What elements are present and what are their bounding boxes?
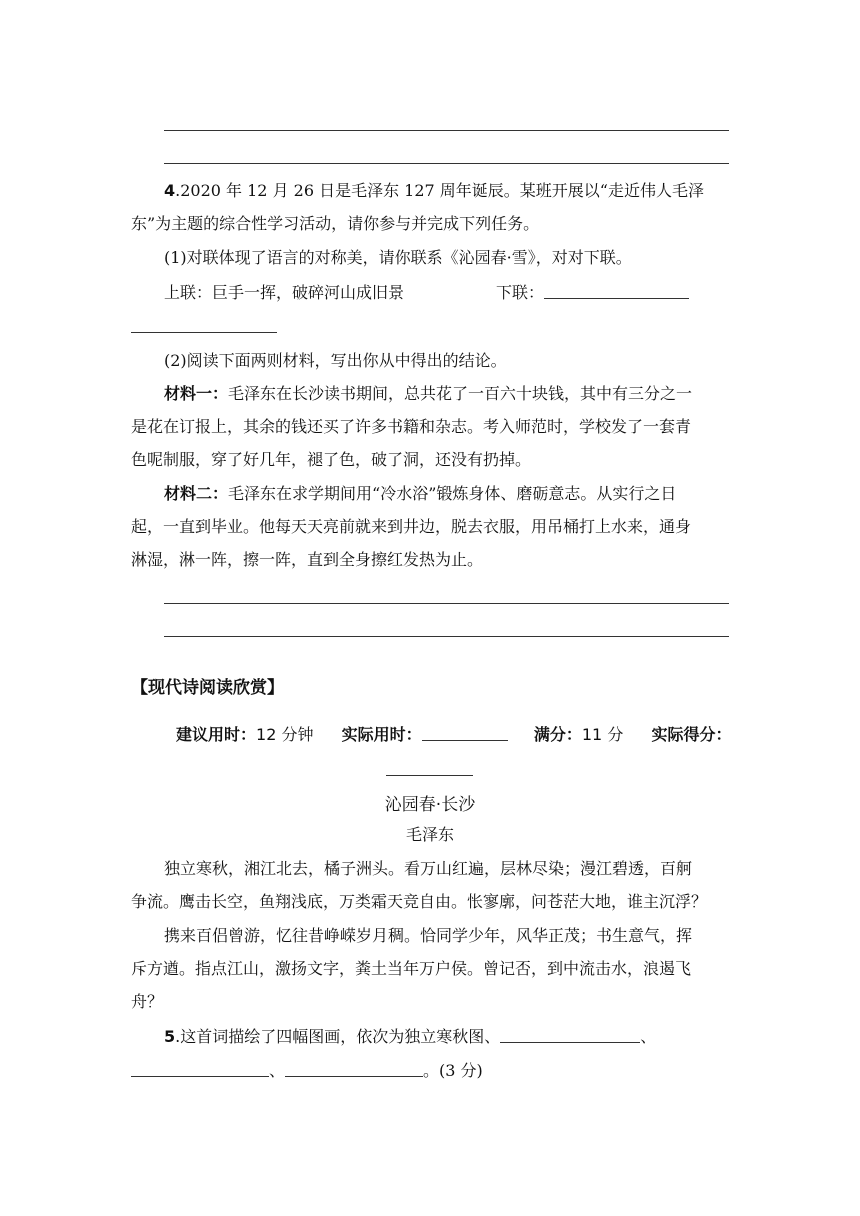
material2-line3: 淋湿，淋一阵，擦一阵，直到全身擦红发热为止。 [131,550,484,569]
material1-line3: 色呢制服，穿了好几年，褪了色，破了洞，还没有扔掉。 [131,450,532,469]
q5-line1 [164,1024,656,1047]
answer-line [164,130,729,131]
answer-line[interactable] [164,636,729,637]
full-score-label: 满分： [533,725,582,744]
q5-sep: 、 [640,1027,657,1046]
material1-line2: 是花在订报上，其余的钱还买了许多书籍和杂志。考入师范时，学校发了一套青 [131,417,692,436]
q5-stem: .这首词描绘了四幅图画，依次为独立寒秋图、 [175,1027,501,1046]
poem-stanza2-line3: 舟？ [131,992,164,1011]
suggested-time: 12 分钟 [256,725,314,744]
actual-score-label: 实际得分： [651,725,732,744]
q5-sep: 、 [269,1061,286,1080]
q4-couplet-upper: 上联：巨手一挥，破碎河山成旧景 [164,283,405,302]
material1-label: 材料一： [164,384,229,403]
q4-stem-line1 [164,178,704,201]
poem-author: 毛泽东 [405,825,454,844]
q4-number: 4 [164,181,176,200]
couplet-lower-label: 下联： [496,283,545,302]
actual-time-blank[interactable] [422,739,508,741]
q4-sub2: (2)阅读下面两则材料，写出你从中得出的结论。 [164,351,507,370]
material2-line2: 起，一直到毕业。他每天天亮前就来到井边，脱去衣服，用吊桶打上水来，通身 [131,517,692,536]
q5-line2 [131,1058,483,1081]
q4-stem-line2: 东”为主题的综合性学习活动，请你参与并完成下列任务。 [131,214,540,233]
material2-line1 [164,481,676,504]
q5-blank-1[interactable] [500,1041,640,1043]
actual-time-label: 实际用时： [341,725,422,744]
q5-blank-2[interactable] [131,1075,269,1077]
poem-title: 沁园春·长沙 [384,795,476,815]
suggested-time-label: 建议用时： [176,725,257,744]
couplet-answer-blank[interactable] [544,297,689,299]
poem-stanza2-line1: 携来百侣曾游，忆往昔峥嵘岁月稠。恰同学少年，风华正茂；书生意气，挥 [164,926,693,945]
material2-label: 材料二： [164,484,229,503]
actual-score-blank[interactable] [386,775,473,776]
material1-line1 [164,381,692,404]
q5-number: 5 [164,1027,176,1046]
section-title: 【现代诗阅读欣赏】 [131,678,284,698]
answer-line [164,163,729,164]
material1-text: 毛泽东在长沙读书期间，总共花了一百六十块钱，其中有三分之一 [228,384,693,403]
q4-couplet-lower [496,280,689,303]
q4-stem-text: .2020 年 12 月 26 日是毛泽东 127 周年诞辰。某班开展以“走近伟人毛泽 [175,181,704,200]
q5-blank-3[interactable] [285,1075,423,1077]
material2-text: 毛泽东在求学期间用“冷水浴”锻炼身体、磨砺意志。从实行之日 [228,484,677,503]
poem-stanza1-line2: 争流。鹰击长空，鱼翔浅底，万类霜天竞自由。怅寥廓，问苍茫大地，谁主沉浮？ [131,892,708,911]
poem-stanza1-line1: 独立寒秋，湘江北去，橘子洲头。看万山红遍，层林尽染；漫江碧透，百舸 [164,859,693,878]
full-score: 11 分 [581,725,624,744]
answer-line[interactable] [164,603,729,604]
q5-end: 。(3 分) [423,1061,483,1080]
poem-stanza2-line2: 斥方遒。指点江山，激扬文字，粪土当年万户侯。曾记否，到中流击水，浪遏飞 [131,959,692,978]
q4-sub1: (1)对联体现了语言的对称美，请你联系《沁园春·雪》，对对下联。 [164,248,632,267]
time-score-line [176,722,732,745]
couplet-answer-blank-cont[interactable] [131,332,277,333]
